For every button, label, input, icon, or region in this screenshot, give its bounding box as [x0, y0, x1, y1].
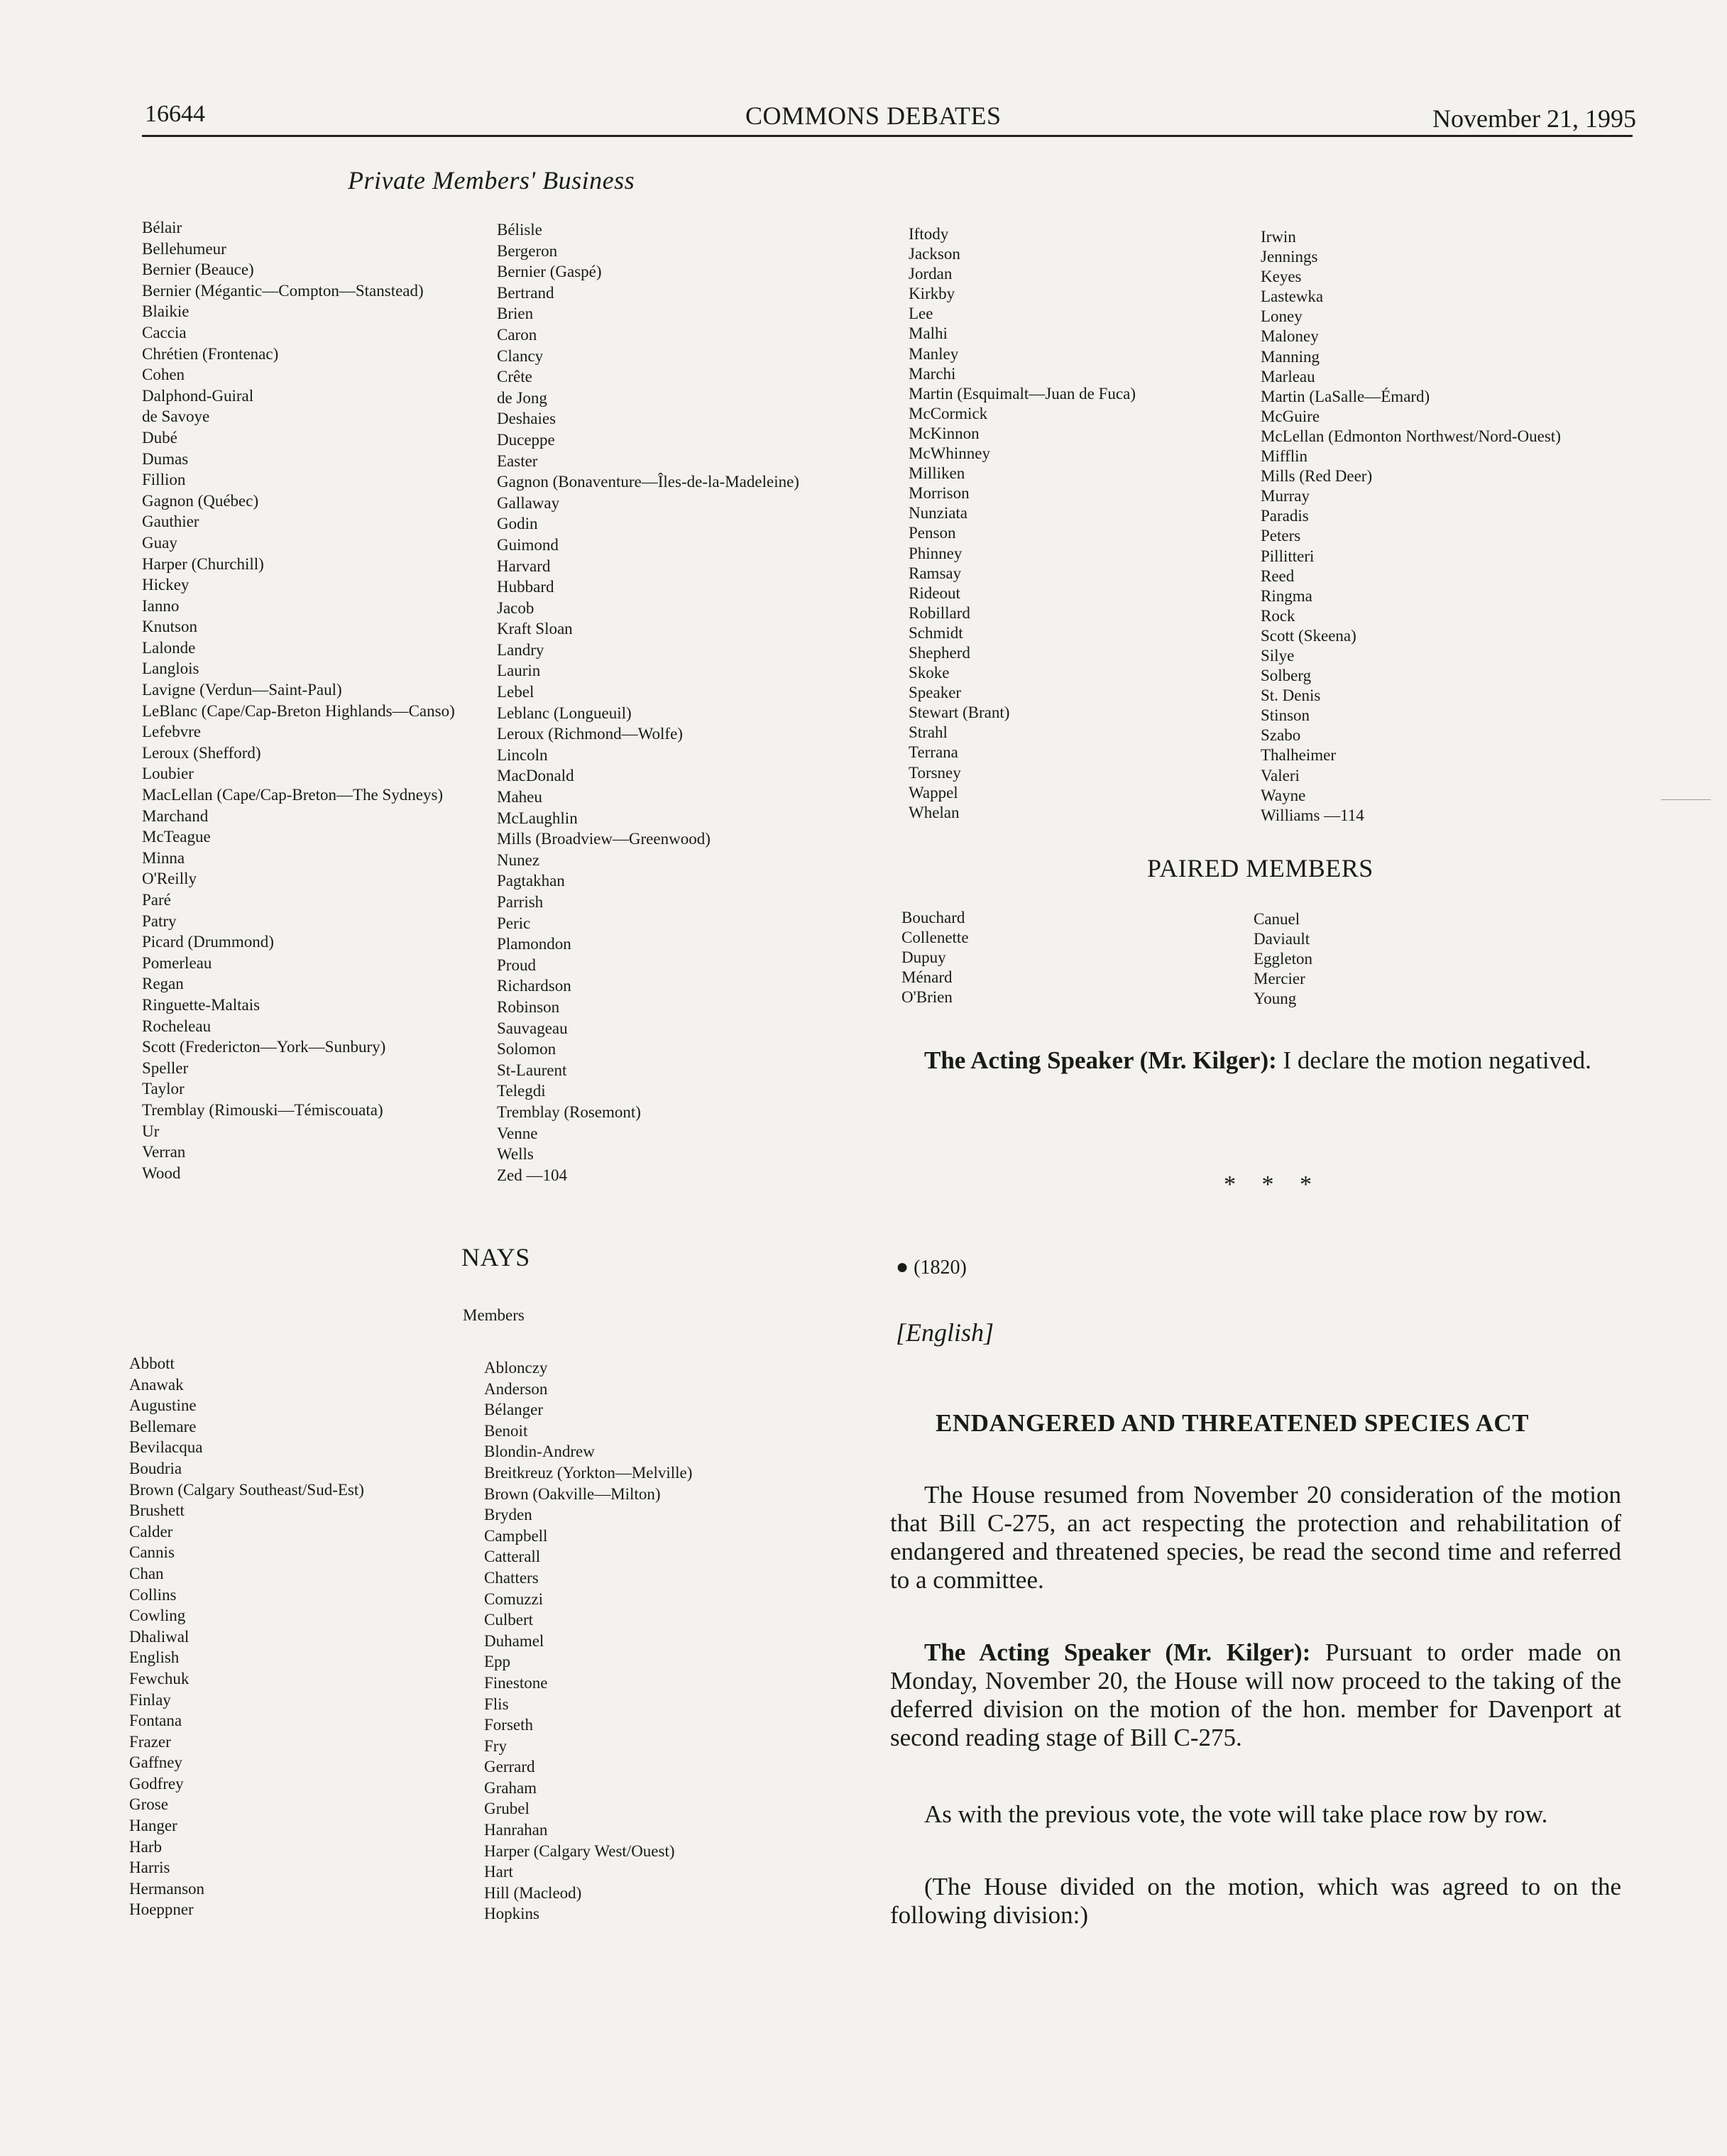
member-name: Leroux (Shefford): [142, 743, 261, 762]
member-name: Lee: [909, 305, 933, 323]
member-name: Epp: [484, 1653, 511, 1671]
member-name: Tremblay (Rimouski—Témiscouata): [142, 1100, 383, 1119]
member-name: Proud: [497, 956, 536, 974]
member-name: Ur: [142, 1122, 160, 1140]
member-name: Bernier (Gaspé): [497, 263, 602, 281]
vote-note: As with the previous vote, the vote will take place row by row.: [924, 1800, 1548, 1828]
member-name: Stinson: [1261, 706, 1310, 725]
yeas-left-column-2: [497, 219, 799, 1186]
member-name: Langlois: [142, 660, 199, 678]
member-name: Collins: [129, 1585, 177, 1604]
member-name: Harris: [129, 1859, 170, 1877]
member-name: Lefebvre: [142, 723, 201, 741]
member-name: Szabo: [1261, 726, 1301, 745]
member-name: Brien: [497, 305, 534, 323]
member-name: Shepherd: [909, 643, 970, 662]
member-name: Peric: [497, 914, 531, 932]
member-name: Mills (Red Deer): [1261, 467, 1373, 486]
member-name: Morrison: [909, 484, 970, 503]
member-name: Guay: [142, 533, 177, 552]
member-name: Rideout: [909, 584, 960, 602]
member-name: McGuire: [1261, 407, 1320, 425]
member-name: Ablonczy: [484, 1359, 548, 1377]
member-name: Leblanc (Longueuil): [497, 704, 632, 722]
member-name: Gaffney: [129, 1753, 182, 1772]
member-name: Boudria: [129, 1459, 182, 1477]
member-name: Crête: [497, 368, 532, 386]
member-name: Pomerleau: [142, 953, 212, 972]
member-name: Hart: [484, 1863, 513, 1881]
member-name: Maloney: [1261, 327, 1319, 346]
member-name: Hermanson: [129, 1879, 205, 1898]
member-name: Bevilacqua: [129, 1438, 203, 1457]
member-name: Grose: [129, 1795, 168, 1814]
member-name: Anawak: [129, 1375, 184, 1394]
member-name: Laurin: [497, 662, 541, 680]
member-name: Fewchuk: [129, 1669, 190, 1687]
member-name: Wells: [497, 1145, 534, 1164]
bill-order-text: Pursuant to order made on Monday, November 20, the House will now proceed to the taking of the deferred division on the motion of the hon. member for Davenport at second reading stage of Bill C-275.: [890, 1638, 1621, 1751]
member-name: Cannis: [129, 1543, 175, 1562]
member-name: Gallaway: [497, 493, 560, 512]
member-name: Speaker: [909, 684, 962, 702]
member-name: Patry: [142, 912, 177, 930]
member-name: Collenette: [901, 929, 969, 946]
member-name: Ramsay: [909, 564, 962, 582]
member-name: Bergeron: [497, 241, 558, 260]
member-name: Hubbard: [497, 578, 554, 596]
member-name: Murray: [1261, 487, 1310, 505]
paired-column-1: [901, 908, 969, 1007]
member-name: Wayne: [1261, 786, 1306, 804]
yeas-right-column-1: [909, 224, 1136, 823]
running-title: COMMONS DEBATES: [745, 102, 1002, 130]
member-name: Fry: [484, 1736, 507, 1755]
member-name: Speller: [142, 1058, 189, 1077]
member-name: Mills (Broadview—Greenwood): [497, 830, 711, 848]
member-name: Comuzzi: [484, 1589, 544, 1608]
member-name: O'Reilly: [142, 870, 197, 888]
member-name: Rocheleau: [142, 1017, 212, 1035]
member-name: Bellemare: [129, 1417, 197, 1435]
member-name: Marchand: [142, 806, 209, 825]
member-name: McLellan (Edmonton Northwest/Nord-Ouest): [1261, 427, 1561, 445]
member-name: Breitkreuz (Yorkton—Melville): [484, 1463, 693, 1482]
member-name: Sauvageau: [497, 1019, 568, 1037]
member-name: Whelan: [909, 803, 960, 821]
member-name: Bélair: [142, 219, 182, 236]
member-name: Jackson: [909, 245, 960, 263]
member-name: Robinson: [497, 997, 560, 1016]
member-name: Easter: [497, 452, 538, 470]
member-name: Frazer: [129, 1732, 171, 1751]
member-name: Kirkby: [909, 285, 955, 303]
member-name: Dumas: [142, 449, 189, 468]
member-name: Strahl: [909, 723, 948, 742]
member-name: Cowling: [129, 1607, 186, 1625]
member-name: Skoke: [909, 664, 950, 682]
member-name: Harper (Churchill): [142, 554, 264, 573]
member-name: Blaikie: [142, 302, 190, 321]
member-name: Wappel: [909, 783, 958, 801]
member-name: Jacob: [497, 598, 534, 617]
member-name: Lincoln: [497, 745, 548, 764]
speaker-name: The Acting Speaker (Mr. Kilger):: [924, 1046, 1277, 1074]
member-name: Dupuy: [901, 948, 946, 966]
member-name: Harvard: [497, 557, 551, 575]
member-name: Mercier: [1254, 970, 1305, 987]
member-name: Forseth: [484, 1716, 533, 1734]
member-name: Deshaies: [497, 410, 557, 428]
member-name: Scott (Skeena): [1261, 626, 1356, 645]
member-name: Gauthier: [142, 513, 199, 531]
member-name: de Savoye: [142, 407, 210, 426]
yeas-left-column-1: [142, 217, 455, 1183]
member-name: Zed —104: [497, 1166, 568, 1184]
member-name: Graham: [484, 1778, 537, 1797]
member-name: MacLellan (Cape/Cap-Breton—The Sydneys): [142, 786, 444, 804]
bill-heading: ENDANGERED AND THREATENED SPECIES ACT: [936, 1409, 1529, 1437]
member-name: Stewart (Brant): [909, 704, 1010, 722]
member-name: McLaughlin: [497, 809, 578, 827]
member-name: Bélisle: [497, 221, 542, 239]
member-name: Lavigne (Verdun—Saint-Paul): [142, 681, 342, 699]
section-separator: * * *: [1224, 1171, 1322, 1198]
speaker-statement-text: I declare the motion negatived.: [1276, 1046, 1591, 1074]
header-rule: [142, 135, 1633, 137]
member-name: Regan: [142, 975, 184, 993]
member-name: Irwin: [1261, 228, 1296, 246]
member-name: Flis: [484, 1695, 509, 1713]
member-name: Fillion: [142, 471, 186, 489]
member-name: LeBlanc (Cape/Cap-Breton Highlands—Canso): [142, 701, 455, 720]
language-note: [English]: [896, 1318, 994, 1347]
member-name: Augustine: [129, 1396, 197, 1415]
division-note: (The House divided on the motion, which was agreed to on the following division:): [890, 1873, 1621, 1929]
nays-column-1: [129, 1353, 364, 1920]
member-name: Lalonde: [142, 638, 196, 657]
member-name: MacDonald: [497, 767, 574, 785]
member-name: Abbott: [129, 1355, 175, 1372]
member-name: Paradis: [1261, 507, 1309, 525]
member-name: Terrana: [909, 743, 958, 762]
member-name: Bellehumeur: [142, 239, 226, 258]
member-name: Richardson: [497, 977, 571, 995]
member-name: Robillard: [909, 603, 970, 622]
member-name: Thalheimer: [1261, 746, 1337, 765]
member-name: Young: [1254, 990, 1297, 1007]
paired-column-2: [1254, 909, 1312, 1009]
member-name: Ringuette-Maltais: [142, 995, 261, 1014]
bill-resumed-paragraph: The House resumed from November 20 consideration of the motion that Bill C-275, an act respecting the protection and rehabilitation of endangered and threatened species, be read the second time and referred to a committee.: [890, 1481, 1621, 1594]
page-number: 16644: [145, 101, 205, 127]
member-name: Knutson: [142, 618, 197, 636]
member-name: Martin (Esquimalt—Juan de Fuca): [909, 384, 1136, 403]
member-name: Iftody: [909, 225, 949, 243]
paired-heading: PAIRED MEMBERS: [1147, 854, 1374, 882]
member-name: Verran: [142, 1143, 186, 1161]
member-name: Gagnon (Bonaventure—Îles-de-la-Madeleine): [497, 473, 799, 491]
member-name: Landry: [497, 640, 544, 659]
member-name: Ringma: [1261, 586, 1312, 605]
member-name: Grubel: [484, 1800, 530, 1818]
member-name: Scott (Fredericton—York—Sunbury): [142, 1038, 386, 1056]
member-name: Parrish: [497, 893, 544, 911]
member-name: Leroux (Richmond—Wolfe): [497, 725, 683, 743]
member-name: Canuel: [1254, 910, 1300, 928]
member-name: Wood: [142, 1164, 181, 1182]
member-name: Dubé: [142, 428, 177, 447]
member-name: Lastewka: [1261, 288, 1324, 306]
bill-order-paragraph: [890, 1638, 1621, 1752]
member-name: Gagnon (Québec): [142, 491, 259, 510]
member-name: Harper (Calgary West/Ouest): [484, 1842, 675, 1860]
member-name: Bertrand: [497, 283, 554, 302]
member-name: Brown (Oakville—Milton): [484, 1484, 661, 1503]
member-name: Bélanger: [484, 1401, 544, 1419]
member-name: Mifflin: [1261, 447, 1308, 466]
member-name: Bernier (Beauce): [142, 261, 254, 279]
member-name: Marleau: [1261, 367, 1315, 385]
member-name: Blondin-Andrew: [484, 1443, 595, 1461]
member-name: O'Brien: [901, 988, 953, 1006]
member-name: Jordan: [909, 265, 953, 283]
member-name: Eggleton: [1254, 950, 1313, 968]
member-name: Bryden: [484, 1506, 532, 1524]
member-name: Marchi: [909, 364, 956, 383]
member-name: Brown (Calgary Southeast/Sud-Est): [129, 1480, 364, 1499]
member-name: Calder: [129, 1522, 173, 1541]
member-name: Rock: [1261, 606, 1295, 625]
member-name: Chrétien (Frontenac): [142, 344, 279, 363]
member-name: Solomon: [497, 1040, 557, 1058]
member-name: Chatters: [484, 1568, 539, 1587]
member-name: Brushett: [129, 1501, 185, 1520]
member-name: Fontana: [129, 1712, 182, 1730]
member-name: Torsney: [909, 763, 961, 782]
member-name: St. Denis: [1261, 686, 1321, 705]
member-name: Harb: [129, 1837, 162, 1856]
member-name: Hanger: [129, 1817, 177, 1835]
bill-speaker-name: The Acting Speaker (Mr. Kilger):: [924, 1638, 1311, 1666]
member-name: Caccia: [142, 323, 187, 341]
member-name: Duceppe: [497, 430, 555, 449]
member-name: Finlay: [129, 1690, 171, 1709]
time-marker-text: (1820): [914, 1257, 967, 1279]
member-name: Duhamel: [484, 1631, 544, 1650]
member-name: Bouchard: [901, 909, 965, 926]
member-name: Hill (Macleod): [484, 1883, 582, 1902]
member-name: Chan: [129, 1564, 164, 1582]
bullet-icon: ●: [896, 1255, 909, 1279]
member-name: Paré: [142, 891, 171, 909]
time-marker: [896, 1255, 967, 1279]
member-name: Godin: [497, 515, 538, 533]
member-name: Finestone: [484, 1673, 548, 1692]
yeas-right-column-2: [1261, 227, 1561, 826]
member-name: Culbert: [484, 1611, 533, 1629]
member-name: Hoeppner: [129, 1900, 194, 1919]
member-name: de Jong: [497, 388, 547, 407]
member-name: Jennings: [1261, 248, 1318, 266]
member-name: Caron: [497, 325, 537, 344]
member-name: Campbell: [484, 1526, 548, 1545]
member-name: Gerrard: [484, 1758, 535, 1776]
member-name: Silye: [1261, 646, 1295, 664]
member-name: Telegdi: [497, 1082, 546, 1100]
member-name: Dalphond-Guiral: [142, 386, 254, 405]
member-name: Ianno: [142, 596, 180, 615]
member-name: Phinney: [909, 544, 963, 562]
member-name: Benoit: [484, 1421, 528, 1440]
member-name: Maheu: [497, 788, 542, 806]
member-name: Pillitteri: [1261, 547, 1315, 565]
member-name: Godfrey: [129, 1774, 184, 1793]
nays-column-2: [484, 1357, 692, 1925]
member-name: Penson: [909, 524, 956, 542]
member-name: Kraft Sloan: [497, 620, 573, 638]
member-name: Minna: [142, 848, 185, 867]
margin-mark: [1661, 799, 1711, 800]
nays-heading: NAYS: [461, 1243, 530, 1271]
member-name: Manley: [909, 344, 959, 363]
member-name: Anderson: [484, 1379, 548, 1398]
member-name: Malhi: [909, 324, 948, 343]
member-name: Daviault: [1254, 930, 1310, 948]
member-name: Taylor: [142, 1080, 185, 1098]
member-name: English: [129, 1648, 180, 1667]
member-name: Manning: [1261, 347, 1320, 366]
member-name: Picard (Drummond): [142, 933, 274, 951]
member-name: Milliken: [909, 464, 965, 483]
member-name: Cohen: [142, 366, 185, 384]
member-name: Martin (LaSalle—Émard): [1261, 387, 1430, 405]
member-name: Hanrahan: [484, 1821, 548, 1839]
member-name: Nunziata: [909, 504, 968, 522]
member-name: Solberg: [1261, 667, 1312, 685]
member-name: Tremblay (Rosemont): [497, 1102, 641, 1121]
member-name: Loubier: [142, 765, 194, 783]
member-name: Venne: [497, 1124, 538, 1142]
member-name: Ménard: [901, 968, 953, 986]
member-name: Dhaliwal: [129, 1627, 190, 1646]
member-name: Peters: [1261, 527, 1301, 545]
nays-subheading: Members: [463, 1306, 525, 1324]
member-name: Bernier (Mégantic—Compton—Stanstead): [142, 281, 424, 300]
member-name: Nunez: [497, 850, 540, 869]
speaker-statement: [890, 1046, 1621, 1075]
member-name: Loney: [1261, 307, 1303, 326]
member-name: Hopkins: [484, 1905, 539, 1923]
member-name: Keyes: [1261, 268, 1302, 286]
member-name: Schmidt: [909, 623, 963, 642]
member-name: McKinnon: [909, 424, 980, 442]
member-name: Lebel: [497, 683, 534, 701]
member-name: Reed: [1261, 567, 1295, 585]
header-date: November 21, 1995: [1432, 104, 1636, 133]
member-name: St-Laurent: [497, 1061, 567, 1079]
member-name: McTeague: [142, 828, 211, 846]
member-name: Plamondon: [497, 935, 571, 953]
member-name: Catterall: [484, 1548, 541, 1566]
member-name: McCormick: [909, 404, 988, 422]
member-name: Hickey: [142, 576, 190, 594]
member-name: Clancy: [497, 346, 544, 365]
member-name: Guimond: [497, 535, 559, 554]
section-heading: Private Members' Business: [348, 166, 635, 195]
member-name: McWhinney: [909, 444, 990, 463]
member-name: Pagtakhan: [497, 872, 565, 890]
member-name: Williams —114: [1261, 806, 1364, 824]
member-name: Valeri: [1261, 766, 1300, 784]
